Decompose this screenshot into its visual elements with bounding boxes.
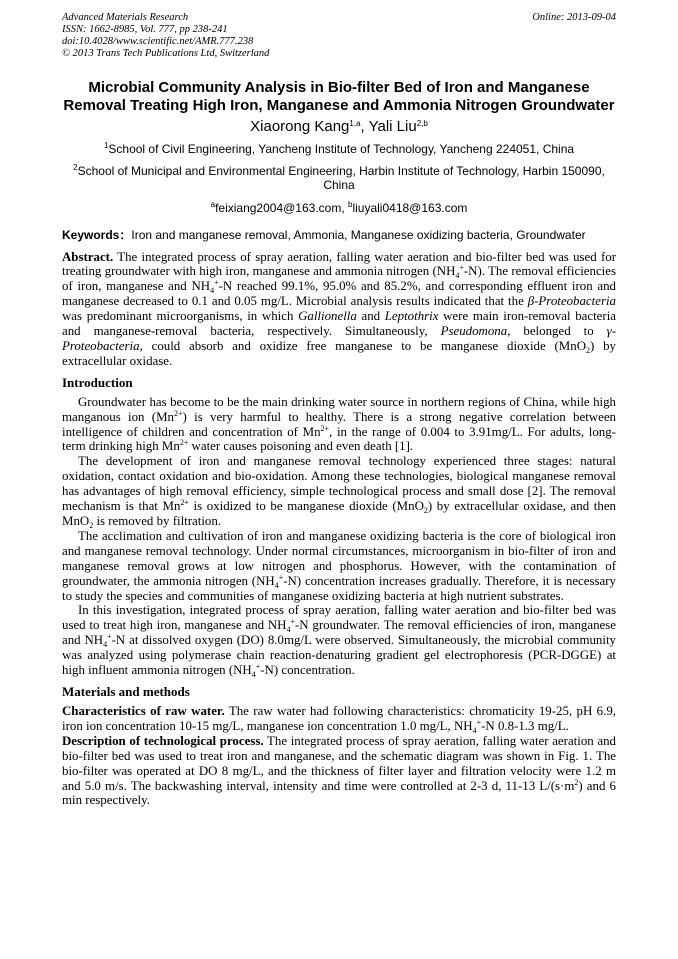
journal-name: Advanced Materials Research <box>62 12 189 23</box>
taxon-name: Gallionella <box>298 309 357 324</box>
author-affil-mark: 2,b <box>416 119 428 128</box>
subscript: 4 <box>210 286 215 296</box>
email-mark: a <box>210 199 216 209</box>
paragraph-text: The raw water had following characteristics: chromaticity 19-25, pH 6.9, iron ion concentration 10-15 mg/L, manganese ion concentration 1.0 mg/L, NH <box>62 703 617 733</box>
taxon-name: γ-Proteobacteria <box>62 324 617 353</box>
email-address[interactable]: feixiang2004@163.com <box>215 200 342 215</box>
paragraph <box>62 454 616 529</box>
subscript: 4 <box>455 271 460 281</box>
author-separator: , <box>360 118 369 135</box>
keywords-label: Keywords： <box>62 228 132 242</box>
paragraph-text: -N at dissolved oxygen (DO) 8.0mg/L were observed. Simultaneously, the microbial community was analyzed using polymerase chain reaction-denaturing gradient gel electrophoresis (PCR-DGGE) at high influent ammonia nitrogen (NH <box>62 633 616 678</box>
paragraph-text: The acclimation and cultivation of iron and manganese oxidizing bacteria is the core of biological iron and manganese removal technology. Under normal circumstances, microorganism in bio-filter of iron and manganese removal grows at low nitrogen and phosphorus. However, with the contamination of groundwater, the ammonia nitrogen (NH <box>62 528 616 588</box>
superscript: + <box>278 572 284 582</box>
superscript: + <box>476 717 482 727</box>
subscript: 4 <box>472 725 477 735</box>
superscript: 2+ <box>180 498 189 508</box>
paragraph-text: water causes poisoning and even death [1]. <box>188 439 414 454</box>
affiliation-2 <box>62 164 616 193</box>
superscript: 2+ <box>174 408 183 418</box>
keywords <box>62 228 616 243</box>
subscript: 4 <box>286 625 291 635</box>
subscript: 4 <box>274 580 279 590</box>
subscript: 2 <box>423 506 428 516</box>
doi-line: doi:10.4028/www.scientific.net/AMR.777.238 <box>62 36 254 47</box>
abstract-text: , could absorb and oxidize free manganese to be manganese dioxide (MnO <box>139 338 587 353</box>
author-affil-mark: 1,a <box>349 119 361 128</box>
paragraph-text: is removed by filtration. <box>93 514 222 528</box>
email-mark: b <box>348 199 353 209</box>
paragraph <box>62 603 616 678</box>
paragraph <box>62 529 616 604</box>
affiliation-text: School of Municipal and Environmental Engineering, Harbin Institute of Technology, Harbin 150090, China <box>77 163 605 192</box>
author-name: Yali Liu <box>368 118 417 135</box>
taxon-name: Pseudomona <box>440 324 508 339</box>
running-header <box>62 12 616 60</box>
paragraph-text: The integrated process of spray aeration, falling water aeration and bio-filter bed was used to treat iron and manganese, and the schematic diagram was shown in Fig. 1. The bio-filter was operated at DO 8 mg/L, and the thickness of filter layer and filtration velocity were 1.2 m and 5.0 m/s. The backwashing interval, intensity and time were controlled at 2-3 d, 11-13 L/(s·m <box>62 733 616 793</box>
superscript: 2+ <box>320 423 330 433</box>
abstract-label: Abstract. <box>62 249 114 264</box>
abstract-text: and <box>356 309 385 324</box>
taxon-name: β-Proteobacteria <box>527 294 616 309</box>
paragraph-text: The development of iron and manganese removal technology experienced three stages: natural oxidation, contact oxidation and bio-oxidation. Among these technologies, biological manganese removal has advantages of high removal efficiency, simple technological process and small dose [2]. The removal mechanism is that Mn <box>62 454 616 514</box>
paper-title: Microbial Community Analysis in Bio-filter Bed of Iron and Manganese Removal Treating High Iron, Manganese and Ammonia Nitrogen Groundwater <box>63 79 615 114</box>
subsection-label: Description of technological process. <box>62 733 264 748</box>
online-date: Online: 2013-09-04 <box>532 12 616 23</box>
section-heading-methods: Materials and methods <box>62 683 190 699</box>
abstract <box>62 250 616 369</box>
subsection-label: Characteristics of raw water. <box>62 703 225 718</box>
paper-page <box>62 12 616 808</box>
abstract-text: ) by extracellular oxidase. <box>62 338 616 368</box>
abstract-text: were main iron-removal bacteria and manganese-removal bacteria, respectively. Simultaneously, <box>62 309 617 339</box>
affiliation-mark: 1 <box>103 141 109 150</box>
copyright-line: © 2013 Trans Tech Publications Ltd, Switzerland <box>62 48 270 59</box>
taxon-name: Leptothrix <box>384 309 439 324</box>
author-name: Xiaorong Kang <box>250 118 350 135</box>
keywords-text: Iron and manganese removal, Ammonia, Manganese oxidizing bacteria, Groundwater <box>131 228 586 242</box>
paragraph-text: ) is very harmful to healthy. There is a strong negative correlation between intelligence of children and concentration of Mn <box>62 409 616 439</box>
paragraph-text: -N) concentration. <box>260 663 355 678</box>
paragraph-text: is oxidized to be manganese dioxide (MnO <box>188 499 424 514</box>
subscript: 2 <box>586 345 591 355</box>
superscript: + <box>290 617 296 627</box>
superscript: + <box>214 278 219 288</box>
abstract-text: -N reached 99.1%, 95.0% and 85.2%, and corresponding effluent iron and manganese decreased to 0.1 and 0.05 mg/L. Microbial analysis results indicated that the <box>62 279 616 309</box>
affiliation-mark: 2 <box>73 162 78 172</box>
superscript: + <box>459 263 464 273</box>
abstract-text: -N). The removal efficiencies of iron, manganese and NH <box>62 264 616 294</box>
superscript: 2 <box>574 777 579 787</box>
affiliation-text: School of Civil Engineering, Yancheng Institute of Technology, Yancheng 224051, China <box>108 142 575 156</box>
paragraph <box>62 734 616 809</box>
email-address[interactable]: liuyali0418@163.com <box>352 200 468 215</box>
section-heading-introduction: Introduction <box>62 374 133 390</box>
subscript: 2 <box>89 521 94 530</box>
paragraph <box>62 704 616 734</box>
subscript: 4 <box>103 640 108 650</box>
issn-line: ISSN: 1662-8985, Vol. 777, pp 238-241 <box>62 24 228 35</box>
abstract-text: , belonged to <box>507 324 607 339</box>
paragraph-text: ) by extracellular oxidase, and then MnO <box>62 499 616 528</box>
abstract-text: was predominant microorganisms, in which <box>62 309 299 324</box>
paragraph-text: ) and 6 min respectively. <box>62 778 616 808</box>
paragraph-text: In this investigation, integrated process of spray aeration, falling water aeration and bio-filter bed was used to treat high iron, manganese and NH <box>62 603 616 633</box>
superscript: + <box>107 632 112 642</box>
paragraph <box>62 395 616 455</box>
affiliation-1 <box>62 142 616 157</box>
author-emails <box>62 201 616 216</box>
paragraph-text: -N) concentration increases gradually. Therefore, it is necessary to study the species and communities of manganese oxidizing bacteria at high nutrient substrates. <box>62 573 616 603</box>
superscript: + <box>255 662 261 672</box>
paragraph-text: , in the range of 0.004 to 3.91mg/L. For adults, long-term drinking high Mn <box>62 424 616 454</box>
paragraph-text: Groundwater has become to be the main drinking water source in northern regions of China, while high manganous ion (Mn <box>62 394 616 424</box>
subscript: 4 <box>251 670 256 680</box>
paragraph-text: -N groundwater. The removal efficiencies of iron, manganese and NH <box>62 618 617 648</box>
abstract-text: The integrated process of spray aeration, falling water aeration and bio-filter bed was used for treating groundwater with high iron, manganese and ammonia nitrogen (NH <box>62 249 616 279</box>
email-separator: , <box>341 200 348 215</box>
superscript: 2+ <box>179 438 189 448</box>
paragraph-text: -N 0.8-1.3 mg/L. <box>481 718 569 733</box>
author-line <box>62 118 616 136</box>
